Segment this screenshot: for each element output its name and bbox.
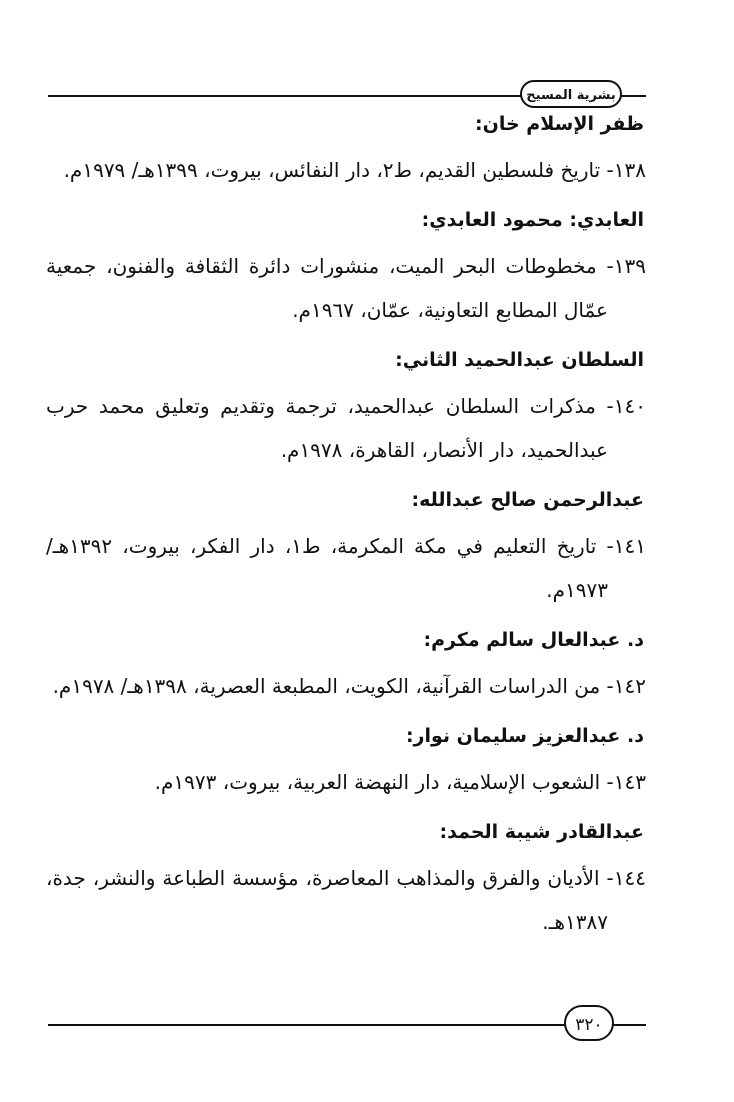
author-heading: العابدي: محمود العابدي: bbox=[421, 209, 644, 231]
page-number: ٣٢٠ bbox=[564, 1005, 614, 1041]
bibliography-entry: ١٣٩- مخطوطات البحر الميت، منشورات دائرة الثقافة والفنون، جمعية عمّال المطابع التعاونية، عمّان، ١٩٦٧م. bbox=[46, 254, 646, 322]
bibliography-entry: ١٤٢- من الدراسات القرآنية، الكويت، المطبعة العصرية، ١٣٩٨هـ/ ١٩٧٨م. bbox=[52, 674, 646, 698]
bibliography-entry: ١٣٨- تاريخ فلسطين القديم، ط٢، دار النفائس، بيروت، ١٣٩٩هـ/ ١٩٧٩م. bbox=[63, 158, 646, 182]
bibliography-section bbox=[46, 626, 646, 708]
bibliography-entry: ١٤٠- مذكرات السلطان عبدالحميد، ترجمة وتقديم وتعليق محمد حرب عبدالحميد، دار الأنصار، القاهرة، ١٩٧٨م. bbox=[46, 394, 646, 462]
bibliography-section bbox=[46, 486, 646, 612]
author-heading: السلطان عبدالحميد الثاني: bbox=[395, 349, 644, 371]
bibliography-section bbox=[46, 346, 646, 472]
author-heading: د. عبدالعزيز سليمان نوار: bbox=[405, 725, 644, 747]
author-heading: عبدالقادر شيبة الحمد: bbox=[439, 821, 644, 843]
bibliography-section bbox=[46, 722, 646, 804]
footer-rule bbox=[48, 1024, 646, 1026]
bibliography-entry: ١٤٣- الشعوب الإسلامية، دار النهضة العربية، بيروت، ١٩٧٣م. bbox=[154, 770, 646, 794]
author-heading: عبدالرحمن صالح عبدالله: bbox=[411, 489, 644, 511]
bibliography-section bbox=[46, 110, 646, 192]
author-heading: ظفر الإسلام خان: bbox=[475, 113, 644, 135]
author-heading: د. عبدالعال سالم مكرم: bbox=[423, 629, 644, 651]
bibliography-entry: ١٤٤- الأديان والفرق والمذاهب المعاصرة، مؤسسة الطباعة والنشر، جدة، ١٣٨٧هـ. bbox=[46, 866, 646, 934]
bibliography-section bbox=[46, 818, 646, 944]
bibliography-section bbox=[46, 206, 646, 332]
running-title: بشرية المسيح bbox=[520, 80, 622, 108]
bibliography-list bbox=[46, 110, 646, 958]
bibliography-entry: ١٤١- تاريخ التعليم في مكة المكرمة، ط١، دار الفكر، بيروت، ١٣٩٢هـ/ ١٩٧٣م. bbox=[46, 534, 646, 602]
